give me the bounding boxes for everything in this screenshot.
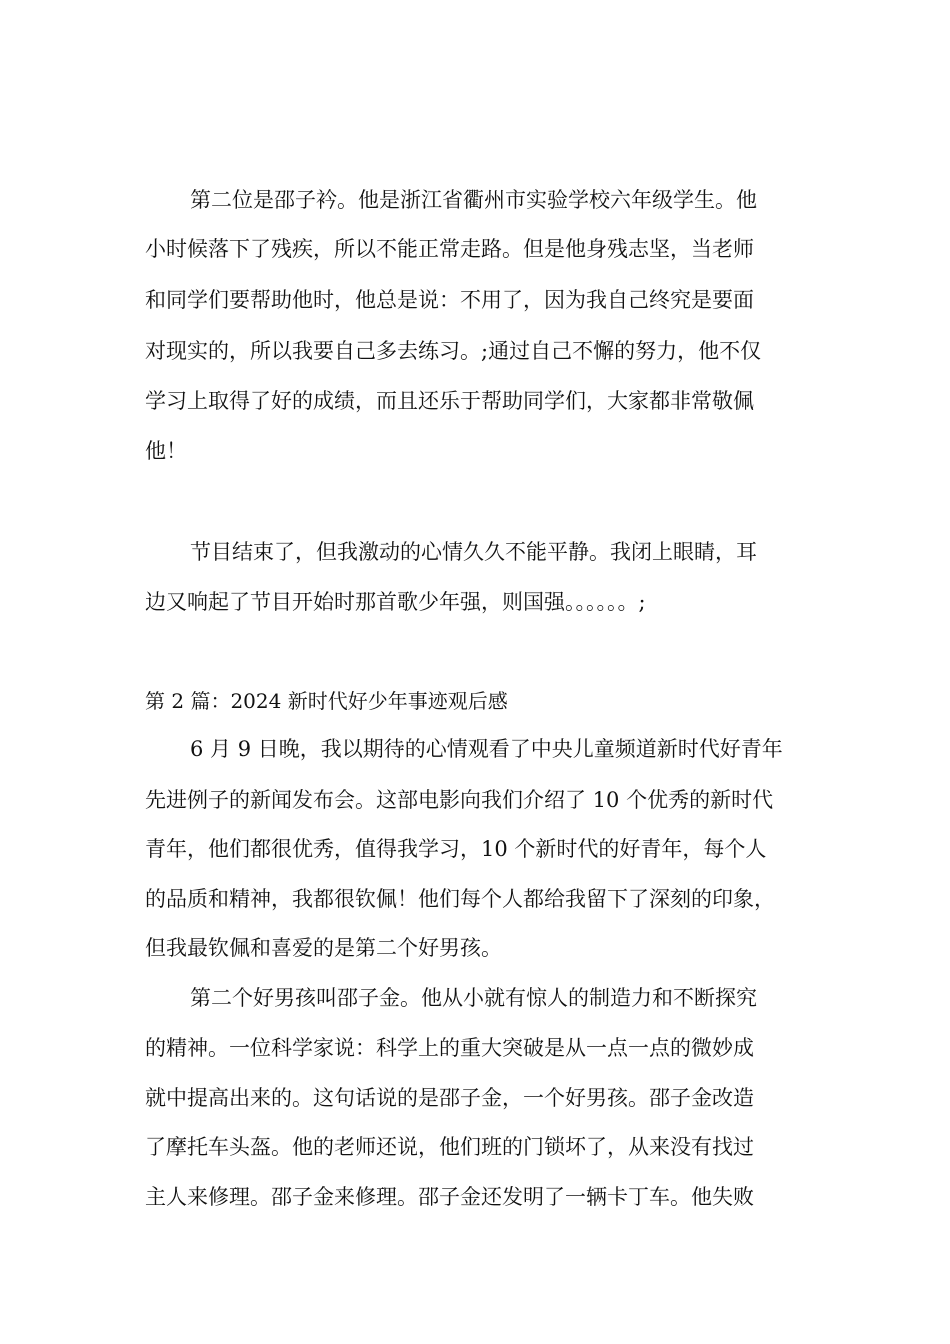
paragraph-4-line-5: 主人来修理。邵子金来修理。邵子金还发明了一辆卡丁车。他失败 [145, 1185, 754, 1209]
paragraph-3-line-2: 先进例子的新闻发布会。这部电影向我们介绍了 10 个优秀的新时代 [145, 788, 774, 812]
section-heading: 第 2 篇：2024 新时代好少年事迹观后感 [145, 689, 508, 713]
paragraph-3-line-5: 但我最钦佩和喜爱的是第二个好男孩。 [145, 936, 502, 960]
paragraph-3-line-1: 6 月 9 日晚，我以期待的心情观看了中央儿童频道新时代好青年 [190, 737, 783, 761]
paragraph-1-line-2: 小时候落下了残疾，所以不能正常走路。但是他身残志坚，当老师 [145, 237, 754, 261]
paragraph-3-line-4: 的品质和精神，我都很钦佩！他们每个人都给我留下了深刻的印象， [145, 887, 775, 911]
paragraph-1-line-4: 对现实的，所以我要自己多去练习。;通过自己不懈的努力，他不仅 [145, 339, 762, 363]
paragraph-4-line-2: 的精神。一位科学家说：科学上的重大突破是从一点一点的微妙成 [145, 1036, 754, 1060]
paragraph-1-line-5: 学习上取得了好的成绩，而且还乐于帮助同学们，大家都非常敬佩 [145, 389, 754, 413]
paragraph-2-line-1: 节目结束了，但我激动的心情久久不能平静。我闭上眼睛，耳 [190, 540, 757, 564]
paragraph-2-line-2: 边又响起了节目开始时那首歌少年强，则国强。。。。。。; [145, 590, 646, 614]
paragraph-4-line-3: 就中提高出来的。这句话说的是邵子金，一个好男孩。邵子金改造 [145, 1086, 754, 1110]
paragraph-3-line-3: 青年，他们都很优秀，值得我学习，10 个新时代的好青年，每个人 [145, 837, 767, 861]
paragraph-1-line-1: 第二位是邵子衿。他是浙江省衢州市实验学校六年级学生。他 [190, 188, 757, 212]
paragraph-4-line-1: 第二个好男孩叫邵子金。他从小就有惊人的制造力和不断探究 [190, 986, 757, 1010]
paragraph-1-line-3: 和同学们要帮助他时，他总是说：不用了，因为我自己终究是要面 [145, 288, 754, 312]
paragraph-4-line-4: 了摩托车头盔。他的老师还说，他们班的门锁坏了，从来没有找过 [145, 1135, 754, 1159]
paragraph-1-line-6: 他！ [145, 439, 187, 463]
